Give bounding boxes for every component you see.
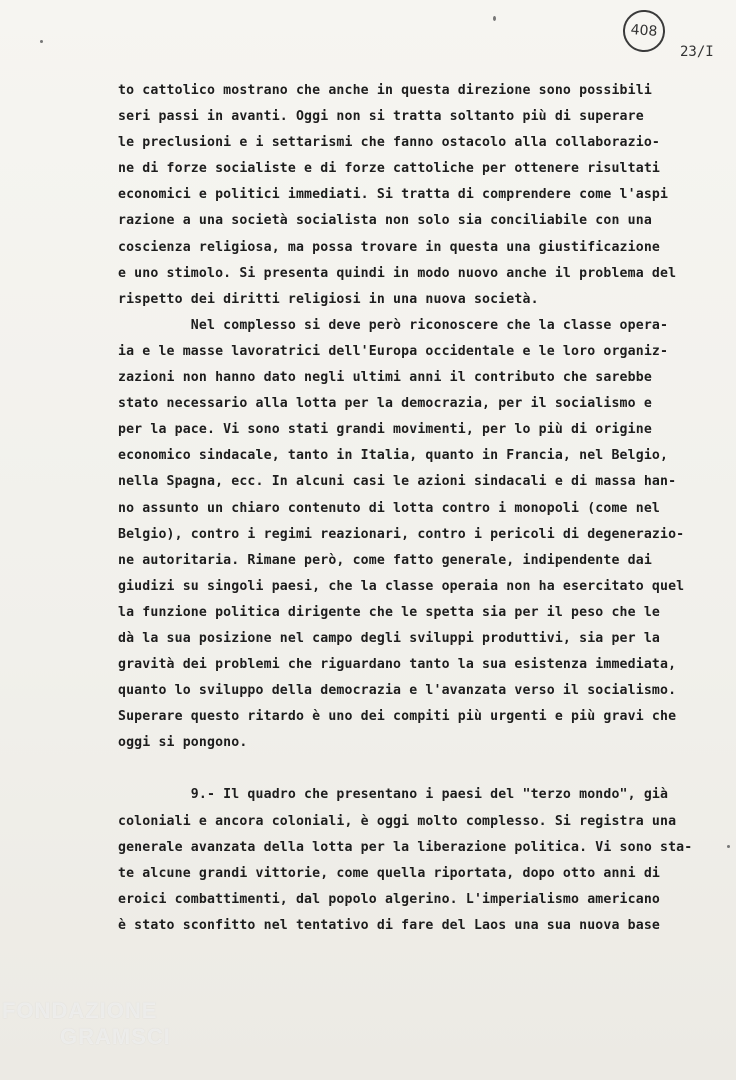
paper-speck <box>40 40 43 43</box>
text-line: rispetto dei diritti religiosi in una nuova società. <box>118 291 539 307</box>
text-line: no assunto un chiaro contenuto di lotta contro i monopoli (come nel <box>118 500 660 516</box>
paragraph-gap <box>118 756 723 782</box>
text-line: dà la sua posizione nel campo degli sviluppi produttivi, sia per la <box>118 630 660 646</box>
text-line: razione a una società socialista non solo sia conciliabile con una <box>118 213 652 229</box>
page-number: 23/I <box>680 44 714 60</box>
text-line: per la pace. Vi sono stati grandi movimenti, per lo più di origine <box>118 422 652 438</box>
text-line: zazioni non hanno dato negli ultimi anni il contributo che sarebbe <box>118 370 652 386</box>
archive-stamp-number: 408 <box>630 22 658 40</box>
paragraph-2 <box>118 313 723 757</box>
text-line: 9.- Il quadro che presentano i paesi del "terzo mondo", già <box>118 787 669 803</box>
archive-stamp <box>622 9 667 54</box>
text-line: Nel complesso si deve però riconoscere che la classe opera- <box>118 317 669 333</box>
text-line: oggi si pongono. <box>118 735 248 751</box>
text-line: la funzione politica dirigente che le spetta sia per il peso che le <box>118 604 660 620</box>
text-line: coscienza religiosa, ma possa trovare in questa una giustificazione <box>118 239 660 255</box>
text-line: ne autoritaria. Rimane però, come fatto generale, indipendente dai <box>118 552 652 568</box>
text-line: eroici combattimenti, dal popolo algerino. L'imperialismo americano <box>118 891 660 907</box>
text-line: nella Spagna, ecc. In alcuni casi le azioni sindacali e di massa han- <box>118 474 677 490</box>
text-line: giudizi su singoli paesi, che la classe operaia non ha esercitato quel <box>118 578 685 594</box>
text-line: Superare questo ritardo è uno dei compiti più urgenti e più gravi che <box>118 709 677 725</box>
text-line: generale avanzata della lotta per la liberazione politica. Vi sono sta- <box>118 839 693 855</box>
watermark-logo <box>2 998 171 1050</box>
text-line: stato necessario alla lotta per la democrazia, per il socialismo e <box>118 396 652 412</box>
text-line: coloniali e ancora coloniali, è oggi molto complesso. Si registra una <box>118 813 677 829</box>
paper-speck <box>493 16 496 21</box>
text-line: è stato sconfitto nel tentativo di fare del Laos una sua nuova base <box>118 917 660 933</box>
text-line: gravità dei problemi che riguardano tanto la sua esistenza immediata, <box>118 657 677 673</box>
text-line: Belgio), contro i regimi reazionari, contro i pericoli di degenerazio- <box>118 526 685 542</box>
paper-speck <box>727 845 730 848</box>
text-line: to cattolico mostrano che anche in questa direzione sono possibili <box>118 83 652 98</box>
text-line: economici e politici immediati. Si tratta di comprendere come l'aspi <box>118 187 669 203</box>
body-text <box>118 78 723 939</box>
text-line: economico sindacale, tanto in Italia, quanto in Francia, nel Belgio, <box>118 448 669 464</box>
text-line: e uno stimolo. Si presenta quindi in modo nuovo anche il problema del <box>118 265 677 281</box>
text-line: ne di forze socialiste e di forze cattoliche per ottenere risultati <box>118 161 660 177</box>
watermark-line-1: FONDAZIONE <box>2 998 158 1023</box>
text-line: le preclusioni e i settarismi che fanno ostacolo alla collaborazio- <box>118 135 660 151</box>
text-line: ia e le masse lavoratrici dell'Europa occidentale e le loro organiz- <box>118 343 669 359</box>
paragraph-3 <box>118 782 723 939</box>
text-line: seri passi in avanti. Oggi non si tratta soltanto più di superare <box>118 109 644 125</box>
watermark-line-2: GRAMSCI <box>60 1024 171 1049</box>
text-line: te alcune grandi vittorie, come quella riportata, dopo otto anni di <box>118 865 660 881</box>
text-line: quanto lo sviluppo della democrazia e l'avanzata verso il socialismo. <box>118 683 677 699</box>
paragraph-1 <box>118 78 723 313</box>
